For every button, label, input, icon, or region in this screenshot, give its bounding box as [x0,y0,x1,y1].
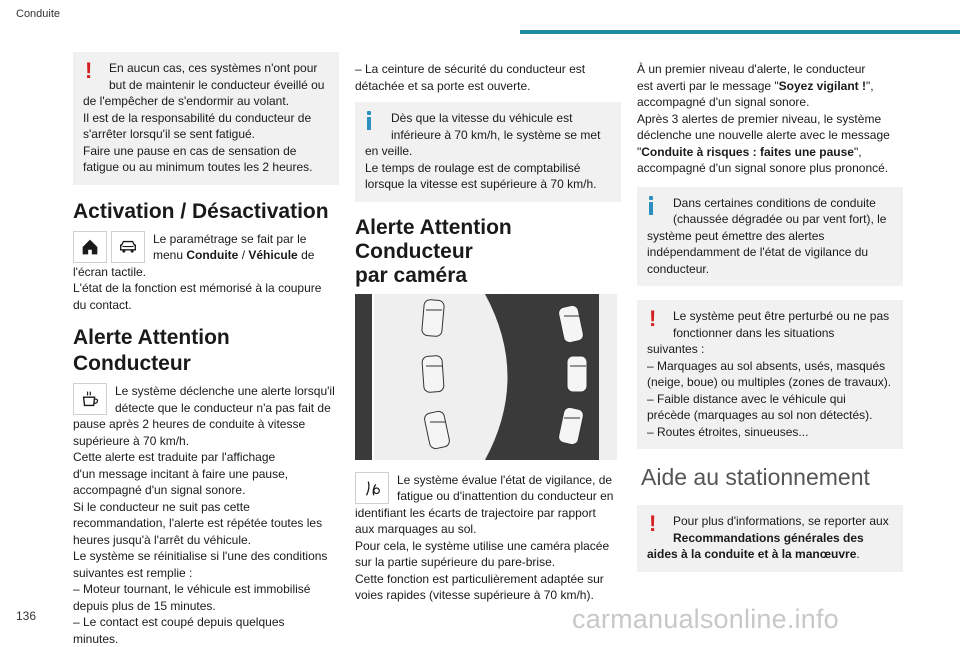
text-line: Faire une pause en cas de sensation de [83,143,329,160]
text-line: pause après 2 heures de conduite à vitesse [73,416,339,433]
text-line: d'un message incitant à faire une pause, [73,466,339,483]
text-line: suivantes est remplie : [73,565,339,582]
text-line: À un premier niveau d'alerte, le conducteur [637,61,903,78]
text-line: "Conduite à risques : faites une pause", [637,144,903,161]
page-number: 136 [16,609,36,623]
column-left [73,52,339,647]
text-line: supérieure à 70 km/h. [73,433,339,450]
heading-alerte-conducteur: Alerte Attention Conducteur [73,325,339,377]
text-line: Le temps de roulage est de comptabilisé [365,160,611,177]
warning-box-vigilance [73,52,339,185]
info-icon [649,196,653,215]
steering-wheel-icon [355,472,389,504]
exclamation-icon: ! [85,62,92,80]
text-line: détecte que le conducteur n'a pas fait de [115,400,335,417]
text-line: Cette fonction est particulièrement adaptée sur [355,571,621,588]
home-icon [73,231,107,263]
camera-text [355,472,621,604]
text-line: fatigue ou d'inattention du conducteur en [397,488,613,505]
column-middle [355,61,621,604]
text-line: Le paramétrage se fait par le [153,231,314,248]
text-line: accompagné d'un signal sonore plus prononcé. [637,160,903,177]
text-line: – Moteur tournant, le véhicule est immobilisé [73,581,339,598]
text-line: but de maintenir le conducteur éveillé ou [83,77,329,94]
text-line: suivantes : [647,341,893,358]
text-line: L'état de la fonction est mémorisé à la coupure [73,280,339,297]
text-line: Dans certaines conditions de conduite [647,195,893,212]
heading-activation: Activation / Désactivation [73,199,339,225]
car-settings-icon [111,231,145,263]
text-line: En aucun cas, ces systèmes n'ont pour [83,60,329,77]
text-line: de l'empêcher de s'endormir au volant. [83,93,329,110]
text-line: – La ceinture de sécurité du conducteur est [355,61,621,78]
text-line: – Marquages au sol absents, usés, masqués [647,358,893,375]
warning-box-perturbations [637,300,903,449]
text-line: recommandation, l'alerte est répétée toutes les [73,515,339,532]
text-line: Le système déclenche une alerte lorsqu'il [115,383,335,400]
text-line: accompagné d'un signal sonore. [73,482,339,499]
text-line: indépendamment de l'état de vigilance du [647,244,893,261]
text-line: identifiant les écarts de trajectoire par rapport [355,505,621,522]
exclamation-icon: ! [649,310,656,328]
text-line: heures jusqu'à l'arrêt du véhicule. [73,532,339,549]
warning-box-parking [637,505,903,572]
text-line: Le système se réinitialise si l'une des conditions [73,548,339,565]
text-line: – Faible distance avec le véhicule qui [647,391,893,408]
text-line: minutes. [73,631,339,647]
text-line: déclenche une nouvelle alerte avec le message [637,127,903,144]
text-line: (neige, boue) ou multiples (zones de travaux). [647,374,893,391]
info-icon [367,111,371,130]
text-line: sur la partie supérieure du pare-brise. [355,554,621,571]
text-line: Pour cela, le système utilise une caméra placée [355,538,621,555]
text-line: accompagné d'un signal sonore. [637,94,903,111]
text-line: (chaussée dégradée ou par vent fort), le [647,211,893,228]
text-line: Le système peut être perturbé ou ne pas [647,308,893,325]
text-line: aux marquages au sol. [355,521,621,538]
text-line: système peut émettre des alertes [647,228,893,245]
info-box-veille [355,102,621,202]
text-line: Dès que la vitesse du véhicule est [365,110,611,127]
heading-camera: Alerte Attention Conducteur par caméra [355,216,621,288]
alerte-text [73,383,339,647]
activation-text [73,231,339,314]
text-line: – Routes étroites, sinueuses... [647,424,893,441]
text-line: du contact. [73,297,339,314]
text-line: Cette alerte est traduite par l'affichage [73,449,339,466]
text-line: détachée et sa porte est ouverte. [355,78,621,95]
text-line: l'écran tactile. [73,264,339,281]
text-line: menu Conduite / Véhicule de [153,247,314,264]
text-line: aides à la conduite et à la manœuvre. [647,546,893,563]
text-line: Pour plus d'informations, se reporter aux [647,513,893,530]
alert-levels-text [637,61,903,177]
text-line: conducteur. [647,261,893,278]
text-line: Recommandations générales des [647,530,893,547]
lane-drift-illustration [355,294,617,460]
text-line: depuis plus de 15 minutes. [73,598,339,615]
text-line: – Le contact est coupé depuis quelques [73,614,339,631]
text-line: voies rapides (vitesse supérieure à 70 km/h). [355,587,621,604]
text-line: fatigue ou au minimum toutes les 2 heures. [83,159,329,176]
text-line: fonctionner dans les situations [647,325,893,342]
exclamation-icon: ! [649,515,656,533]
text-line: inférieure à 70 km/h, le système se met [365,127,611,144]
heading-aide-stationnement: Aide au stationnement [641,463,903,491]
text-line: Si le conducteur ne suit pas cette [73,499,339,516]
text-line: est averti par le message "Soyez vigilant !", [637,78,903,95]
text-line: Il est de la responsabilité du conducteur de [83,110,329,127]
coffee-cup-icon [73,383,107,415]
belt-condition-text [355,61,621,94]
info-box-conditions [637,187,903,287]
text-line: s'arrêter lorsqu'il se sent fatigué. [83,126,329,143]
watermark: carmanualsonline.info [572,604,839,635]
text-line: précède (marquages au sol non détectés). [647,407,893,424]
text-line: Après 3 alertes de premier niveau, le système [637,111,903,128]
text-line: Le système évalue l'état de vigilance, de [397,472,613,489]
column-right [637,61,903,586]
text-line: en veille. [365,143,611,160]
section-title: Conduite [16,8,60,20]
text-line: lorsque la vitesse est supérieure à 70 km/h. [365,176,611,193]
header-accent-bar [520,30,960,34]
